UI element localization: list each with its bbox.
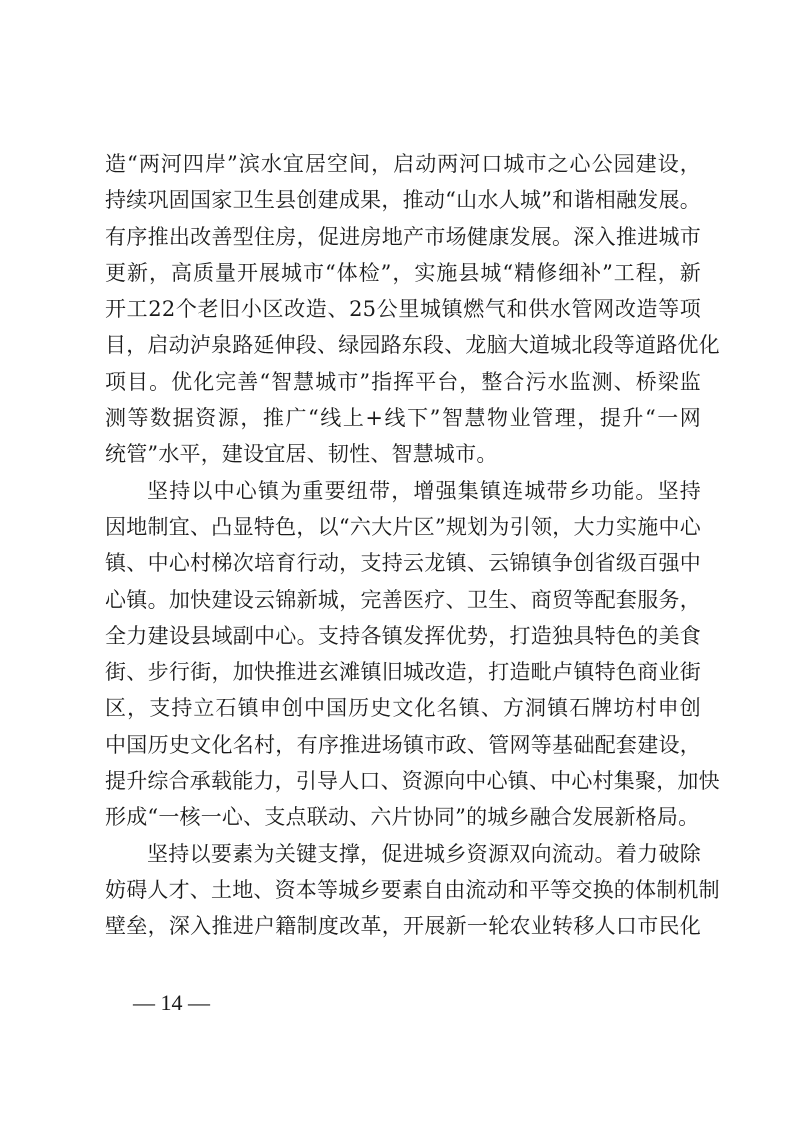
- text-line: 开工22个老旧小区改造、25公里城镇燃气和供水管网改造等项: [105, 297, 701, 322]
- text-line: 妨碍人才、土地、资本等城乡要素自由流动和平等交换的体制机制: [105, 877, 720, 902]
- text-line: 统管”水平，建设宜居、韧性、智慧城市。: [105, 442, 498, 467]
- text-line: 因地制宜、凸显特色，以“六大片区”规划为引领，大力实施中心: [105, 514, 701, 539]
- text-line: 全力建设县域副中心。支持各镇发挥优势，打造独具特色的美食: [105, 623, 701, 648]
- text-line: 更新，高质量开展城市“体检”，实施县城“精修细补”工程，新: [105, 260, 701, 285]
- text-line: 有序推出改善型住房，促进房地产市场健康发展。深入推进城市: [105, 224, 701, 249]
- text-line: 造“两河四岸”滨水宜居空间，启动两河口城市之心公园建设，: [105, 152, 701, 176]
- text-line: 心镇。加快建设云锦新城，完善医疗、卫生、商贸等配套服务，: [105, 587, 701, 612]
- text-line: 项目。优化完善“智慧城市”指挥平台，整合污水监测、桥梁监: [105, 369, 701, 394]
- text-line: 壁垒，深入推进户籍制度改革，开展新一轮农业转移人口市民化: [105, 914, 701, 939]
- text-line: 持续巩固国家卫生县创建成果，推动“山水人城”和谐相融发展。: [105, 188, 701, 213]
- body-text: [105, 146, 720, 945]
- paragraph-first-line: 坚持以中心镇为重要纽带，增强集镇连城带乡功能。坚持: [147, 478, 701, 503]
- text-line: 测等数据资源，推广“线上+线下”智慧物业管理，提升“一网: [105, 406, 701, 431]
- paragraph-first-line: 坚持以要素为关键支撑，促进城乡资源双向流动。着力破除: [147, 841, 701, 866]
- page-number: — 14 —: [133, 990, 210, 1015]
- text-line: 街、步行街，加快推进玄滩镇旧城改造，打造毗卢镇特色商业街: [105, 660, 701, 685]
- text-line: 区，支持立石镇申创中国历史文化名镇、方洞镇石牌坊村申创: [105, 696, 701, 721]
- text-line: 形成“一核一心、支点联动、六片协同”的城乡融合发展新格局。: [105, 805, 700, 830]
- text-line: 提升综合承载能力，引导人口、资源向中心镇、中心村集聚，加快: [105, 769, 720, 794]
- text-line: 中国历史文化名村，有序推进场镇市政、管网等基础配套建设，: [105, 732, 701, 757]
- text-line: 镇、中心村梯次培育行动，支持云龙镇、云锦镇争创省级百强中: [105, 551, 701, 576]
- text-line: 目，启动泸泉路延伸段、绿园路东段、龙脑大道城北段等道路优化: [105, 333, 720, 358]
